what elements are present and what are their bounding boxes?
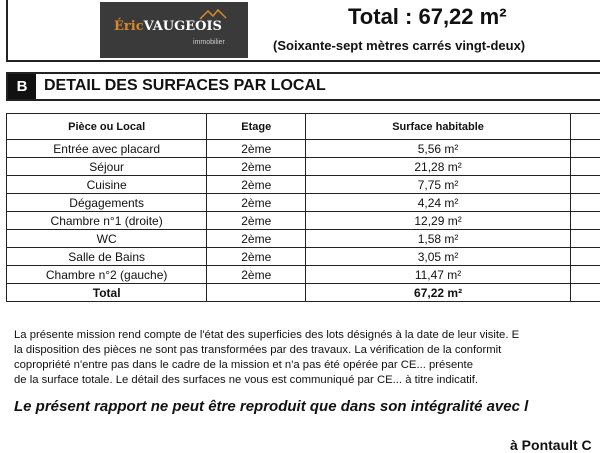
room-cell: Chambre n°2 (gauche) [7, 266, 207, 284]
floor-cell: 2ème [207, 194, 306, 212]
room-cell: Cuisine [7, 176, 207, 194]
surface-cell: 3,05 m² [306, 248, 571, 266]
extra-cell [570, 248, 600, 266]
surface-cell: 1,58 m² [306, 230, 571, 248]
total-label: Total [7, 284, 207, 302]
extra-cell [570, 176, 600, 194]
logo-name [114, 19, 222, 34]
logo-first: Éric [114, 19, 144, 34]
total-in-words: (Soixante-sept mètres carrés vingt-deux) [273, 38, 525, 53]
header-surface: Surface habitable [306, 114, 571, 140]
surface-table [6, 113, 600, 302]
table-row [7, 248, 600, 266]
total-value: 67,22 m² [306, 284, 571, 302]
total-surface: Total : 67,22 m² [348, 4, 507, 30]
surface-cell: 21,28 m² [306, 158, 571, 176]
extra-cell [570, 158, 600, 176]
room-cell: Séjour [7, 158, 207, 176]
paragraph-line: la disposition des pièces ne sont pas transformées par des travaux. La vérification de la conformit [14, 343, 600, 358]
room-cell: Dégagements [7, 194, 207, 212]
surface-cell: 12,29 m² [306, 212, 571, 230]
table-row [7, 194, 600, 212]
table-header [7, 114, 600, 140]
paragraph-line: La présente mission rend compte de l'état des superficies des lots désignés à la date de leur visite. E [14, 328, 600, 343]
table-row [7, 230, 600, 248]
reproduction-note: Le présent rapport ne peut être reproduit que dans son intégralité avec l [14, 398, 528, 415]
extra-cell [570, 212, 600, 230]
extra-cell [570, 266, 600, 284]
table-row [7, 140, 600, 158]
extra-cell [570, 140, 600, 158]
floor-cell: 2ème [207, 248, 306, 266]
surface-cell: 11,47 m² [306, 266, 571, 284]
floor-cell: 2ème [207, 176, 306, 194]
paragraph-line: copropriété n'entre pas dans le cadre de la mission et n'a pas été opérée par CE... présente [14, 358, 600, 373]
table-row [7, 158, 600, 176]
floor-cell: 2ème [207, 230, 306, 248]
agency-logo [100, 2, 248, 58]
surface-cell: 5,56 m² [306, 140, 571, 158]
surface-cell: 4,24 m² [306, 194, 571, 212]
header-room: Pièce ou Local [7, 114, 207, 140]
floor-cell: 2ème [207, 140, 306, 158]
room-cell: Entrée avec placard [7, 140, 207, 158]
header-extra [570, 114, 600, 140]
logo-last: VAUGEOIS [144, 19, 222, 34]
section-letter: B [8, 74, 36, 99]
table-total-row [7, 284, 600, 302]
header-floor: Etage [207, 114, 306, 140]
surface-cell: 7,75 m² [306, 176, 571, 194]
total-extra [570, 284, 600, 302]
logo-sub: immobilier [193, 39, 225, 46]
mission-paragraph [14, 328, 600, 388]
table-row [7, 176, 600, 194]
table-row [7, 266, 600, 284]
floor-cell: 2ème [207, 212, 306, 230]
extra-cell [570, 230, 600, 248]
extra-cell [570, 194, 600, 212]
section-title: DETAIL DES SURFACES PAR LOCAL [44, 77, 326, 95]
room-cell: Chambre n°1 (droite) [7, 212, 207, 230]
city-line: à Pontault C [510, 437, 592, 453]
floor-cell: 2ème [207, 158, 306, 176]
paragraph-line: de la surface totale. Le détail des surfaces ne vous est communiqué par CE... à titre indicatif. [14, 373, 600, 388]
total-floor [207, 284, 306, 302]
table-row [7, 212, 600, 230]
room-cell: WC [7, 230, 207, 248]
floor-cell: 2ème [207, 266, 306, 284]
section-header [6, 72, 600, 101]
room-cell: Salle de Bains [7, 248, 207, 266]
